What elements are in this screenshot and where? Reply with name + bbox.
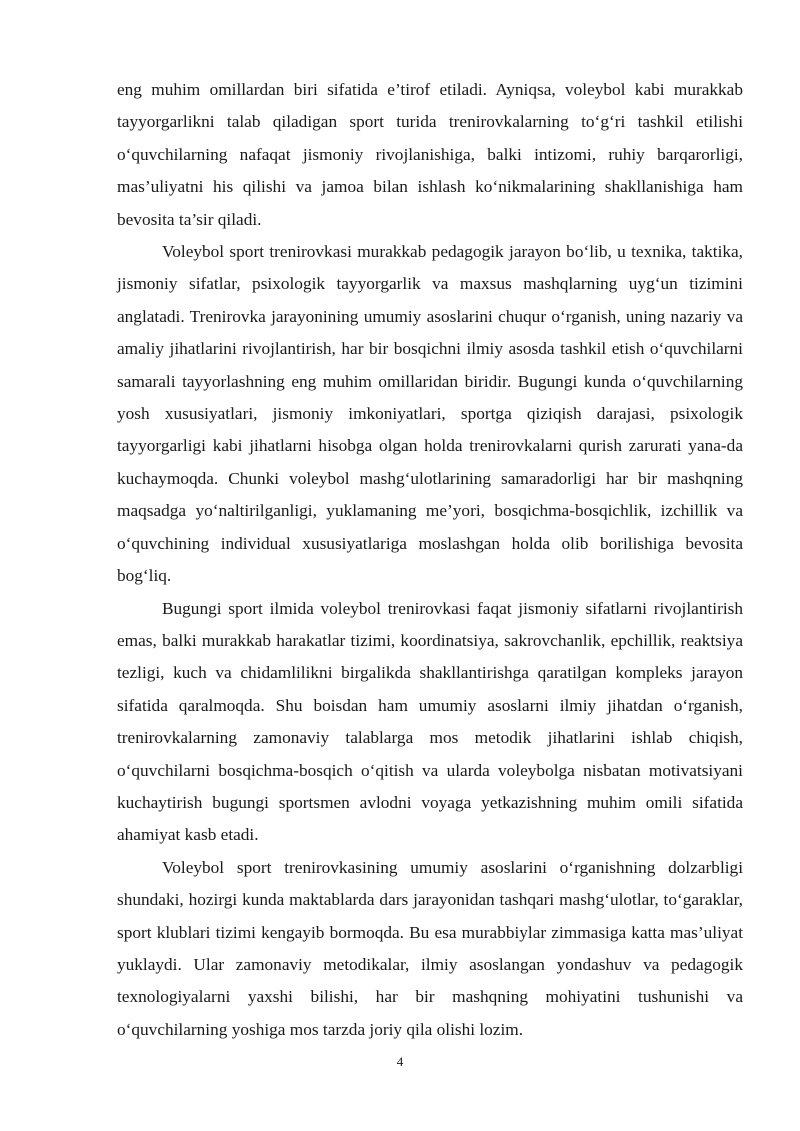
paragraph-dolzarblik: Voleybol sport trenirovkasining umumiy asoslarini o‘rganishning dolzarbligi shundaki, hozirgi kunda maktablarda dars jarayonidan tashqari mashg‘ulotlar, to‘garaklar, sport klublari tizimi kengayib bormoqda. Bu esa murabbiylar zimmasiga katta mas’uliyat yuklaydi. Ular zamonaviy metodikalar, ilmiy asoslangan yondashuv va pedagogik texnologiyalarni yaxshi bilishi, har bir mashqning mohiyatini tushunishi va o‘quvchilarning yoshiga mos tarzda joriy qila olishi lozim.	[117, 857, 743, 1039]
paragraph-trenirovka-jarayoni: Voleybol sport trenirovkasi murakkab pedagogik jarayon bo‘lib, u texnika, taktika, jismoniy sifatlar, psixologik tayyorgarlik va maxsus mashqlarning uyg‘un tizimini anglatadi. Trenirovka jarayonining umumiy asoslarini chuqur o‘rganish, uning nazariy va amaliy jihatlarini rivojlantirish, har bir bosqichni ilmiy asosda tashkil etish o‘quvchilarni samarali tayyorlashning eng muhim omillaridan biridir. Bugungi kunda o‘quvchilarning yosh xususiyatlari, jismoniy imkoniyatlari, sportga qiziqish darajasi, psixologik tayyorgarligi kabi jihatlarni hisobga olgan holda trenirovkalarni qurish zarurati yana-da kuchaymoqda. Chunki voleybol mashg‘ulotlarining samaradorligi har bir mashqning maqsadga yo‘naltirilganligi, yuklamaning me’yori, bosqichma-bosqichlik, izchillik va o‘quvchining individual xususiyatlariga moslashgan holda olib borilishiga bevosita bog‘liq.	[117, 242, 743, 586]
paragraph-continuation: eng muhim omillardan biri sifatida e’tirof etiladi. Ayniqsa, voleybol kabi murakkab tayyorgarlikni talab qiladigan sport turida trenirovkalarning to‘g‘ri tashkil etilishi o‘quvchilarning nafaqat jismoniy rivojlanishiga, balki intizomi, ruhiy barqarorligi, mas’uliyatni his qilishi va jamoa bilan ishlash ko‘nikmalarining shakllanishiga ham bevosita ta’sir qiladi.	[117, 80, 743, 229]
document-body	[117, 74, 743, 1046]
paragraph-sport-ilmi: Bugungi sport ilmida voleybol trenirovkasi faqat jismoniy sifatlarni rivojlantirish emas, balki murakkab harakatlar tizimi, koordinatsiya, sakrovchanlik, epchillik, reaktsiya tezligi, kuch va chidamlilikni birgalikda shakllantirishga qaratilgan kompleks jarayon sifatida qaralmoqda. Shu boisdan ham umumiy asoslarni ilmiy jihatdan o‘rganish, trenirovkalarning zamonaviy talablarga mos metodik jihatlarini ishlab chiqish, o‘quvchilarni bosqichma-bosqich o‘qitish va ularda voleybolga nisbatan motivatsiyani kuchaytirish bugungi sportsmen avlodni voyaga yetkazishning muhim omili sifatida ahamiyat kasb etadi.	[117, 598, 743, 845]
page-number: 4	[396, 1054, 404, 1069]
